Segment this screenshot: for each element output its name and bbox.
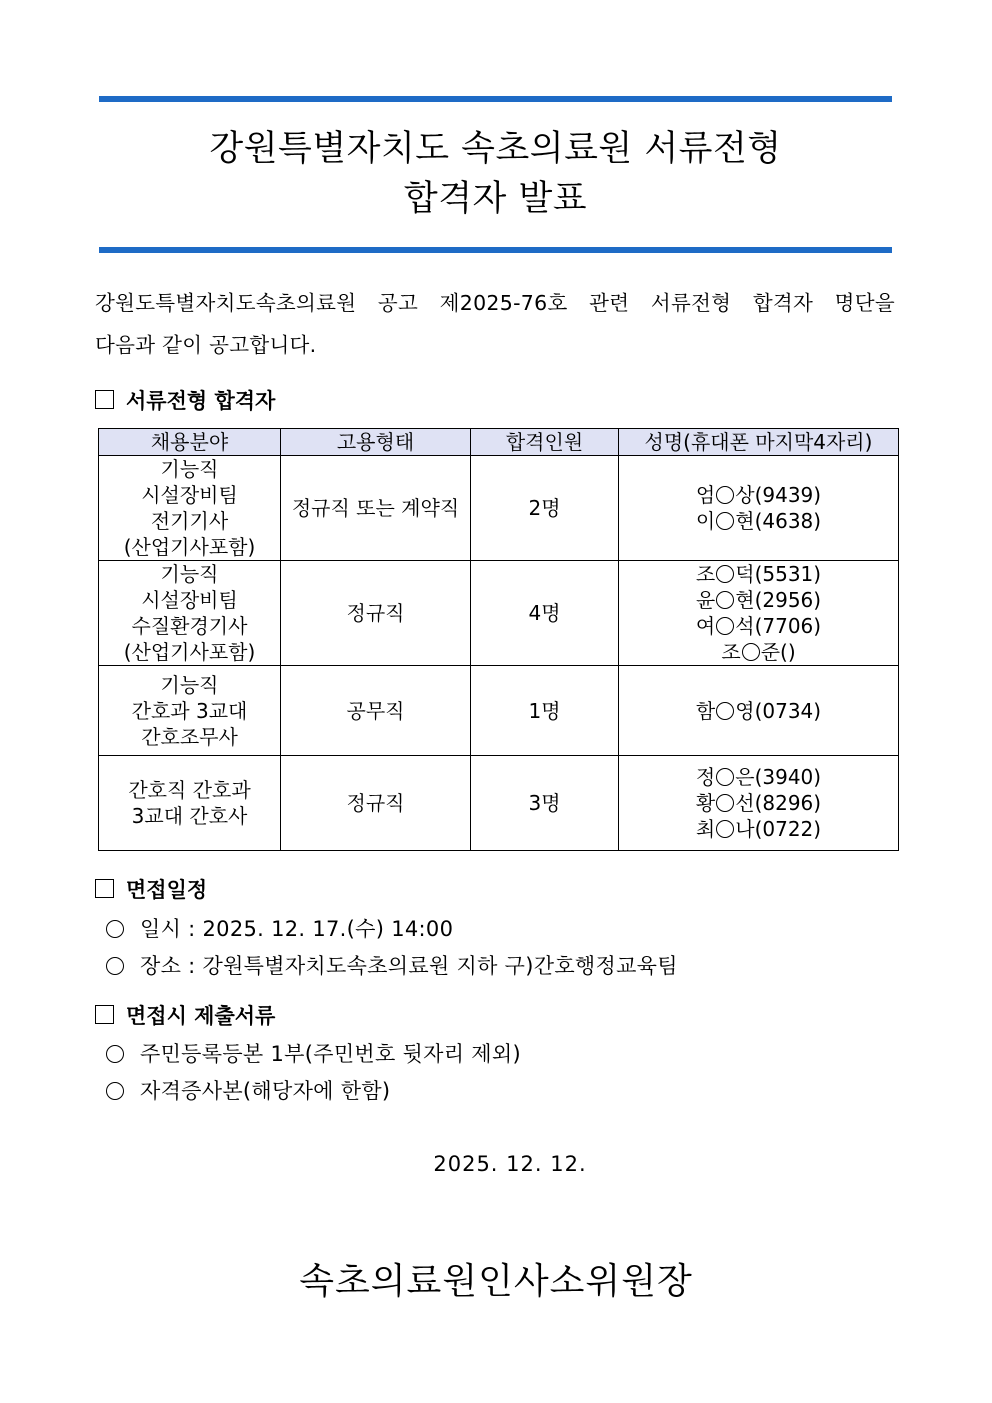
cell-field: 기능직 시설장비팀 수질환경기사 (산업기사포함) bbox=[99, 561, 281, 666]
signer-title: 속초의료원인사소위원장 bbox=[299, 1261, 693, 1302]
name-family: 엄 bbox=[695, 483, 716, 507]
document-text: 자격증사본(해당자에 한함) bbox=[140, 1079, 391, 1103]
bullet-circle-icon bbox=[106, 957, 124, 975]
table-row bbox=[99, 456, 899, 561]
table-row bbox=[99, 666, 899, 756]
intro-word: 제2025-76호 bbox=[439, 291, 568, 315]
announcement-date: 2025. 12. 12. bbox=[433, 1152, 587, 1176]
masked-char-circle-icon bbox=[716, 591, 734, 609]
intro-word: 강원도특별자치도속초의료원 bbox=[95, 291, 357, 315]
interview-datetime-item bbox=[106, 913, 453, 943]
name-family: 황 bbox=[695, 791, 716, 815]
masked-char-circle-icon bbox=[716, 768, 734, 786]
passer-name bbox=[619, 790, 898, 816]
cell-count: 3명 bbox=[471, 756, 619, 851]
passer-name bbox=[619, 587, 898, 613]
interview-location: 장소 : 강원특별자치도속초의료원 지하 구)간호행정교육팀 bbox=[140, 954, 678, 978]
intro-line-1 bbox=[95, 282, 895, 324]
name-given: 은 bbox=[735, 765, 755, 789]
passer-name bbox=[619, 639, 898, 665]
title-bottom-rule bbox=[99, 247, 892, 253]
cell-names bbox=[619, 756, 899, 851]
masked-char-circle-icon bbox=[716, 820, 734, 838]
passer-name bbox=[619, 613, 898, 639]
table-row bbox=[99, 756, 899, 851]
name-given: 준 bbox=[760, 640, 781, 664]
page-title bbox=[99, 124, 892, 224]
name-given: 현 bbox=[735, 509, 755, 533]
cell-names bbox=[619, 456, 899, 561]
intro-word: 합격자 bbox=[752, 291, 814, 315]
name-phone-digits: (7706) bbox=[754, 614, 822, 638]
name-family: 이 bbox=[695, 509, 716, 533]
document-text: 주민등록등본 1부(주민번호 뒷자리 제외) bbox=[140, 1042, 521, 1066]
intro-word: 서류전형 bbox=[650, 291, 732, 315]
table-header-row bbox=[99, 429, 899, 456]
interview-datetime: 일시 : 2025. 12. 17.(수) 14:00 bbox=[140, 917, 454, 941]
column-header-names: 성명(휴대폰 마지막4자리) bbox=[619, 429, 899, 456]
cell-field: 기능직 시설장비팀 전기기사 (산업기사포함) bbox=[99, 456, 281, 561]
masked-char-circle-icon bbox=[716, 512, 734, 530]
masked-char-circle-icon bbox=[716, 565, 734, 583]
intro-line-2: 다음과 같이 공고합니다. bbox=[95, 333, 317, 357]
section-passers-heading bbox=[95, 385, 275, 415]
name-phone-digits: (9439) bbox=[754, 483, 822, 507]
masked-char-circle-icon bbox=[716, 702, 734, 720]
name-phone-digits: (5531) bbox=[754, 562, 822, 586]
passer-name bbox=[619, 698, 898, 724]
cell-type: 정규직 bbox=[281, 561, 471, 666]
masked-char-circle-icon bbox=[716, 486, 734, 504]
name-given: 석 bbox=[735, 614, 755, 638]
cell-field: 기능직 간호과 3교대 간호조무사 bbox=[99, 666, 281, 756]
checkbox-square-icon bbox=[95, 1005, 114, 1024]
name-phone-digits: (2956) bbox=[754, 588, 822, 612]
masked-char-circle-icon bbox=[716, 794, 734, 812]
name-family: 함 bbox=[695, 698, 716, 723]
name-family: 정 bbox=[695, 765, 716, 789]
passer-name bbox=[619, 816, 898, 842]
cell-type: 정규직 또는 계약직 bbox=[281, 456, 471, 561]
cell-count: 1명 bbox=[471, 666, 619, 756]
name-phone-digits: (4638) bbox=[754, 509, 822, 533]
passer-name bbox=[619, 482, 898, 508]
checkbox-square-icon bbox=[95, 390, 114, 409]
interview-location-item bbox=[106, 950, 678, 980]
name-given: 덕 bbox=[735, 562, 755, 586]
name-family: 조 bbox=[695, 562, 716, 586]
cell-names bbox=[619, 561, 899, 666]
name-phone-digits: (3940) bbox=[754, 765, 822, 789]
name-family: 조 bbox=[721, 640, 741, 664]
document-item bbox=[106, 1038, 521, 1068]
masked-char-circle-icon bbox=[742, 643, 760, 661]
name-given: 현 bbox=[735, 588, 755, 612]
name-phone-digits: (0734) bbox=[754, 698, 822, 723]
column-header-type: 고용형태 bbox=[281, 429, 471, 456]
table-row bbox=[99, 561, 899, 666]
title-top-rule bbox=[99, 96, 892, 102]
title-line-2: 합격자 발표 bbox=[403, 179, 588, 219]
bullet-circle-icon bbox=[106, 920, 124, 938]
name-phone-digits: () bbox=[780, 640, 796, 664]
bullet-circle-icon bbox=[106, 1082, 124, 1100]
section-documents-label: 면접시 제출서류 bbox=[126, 1004, 276, 1028]
column-header-field: 채용분야 bbox=[99, 429, 281, 456]
masked-char-circle-icon bbox=[716, 617, 734, 635]
section-passers-label: 서류전형 합격자 bbox=[126, 389, 276, 413]
bullet-circle-icon bbox=[106, 1045, 124, 1063]
name-given: 상 bbox=[735, 483, 755, 507]
intro-word: 명단을 bbox=[834, 291, 895, 315]
name-family: 최 bbox=[695, 817, 716, 841]
passer-name bbox=[619, 508, 898, 534]
cell-count: 4명 bbox=[471, 561, 619, 666]
section-interview-label: 면접일정 bbox=[126, 878, 208, 902]
intro-paragraph bbox=[95, 282, 895, 366]
name-given: 영 bbox=[735, 698, 755, 723]
name-given: 나 bbox=[735, 817, 755, 841]
cell-names bbox=[619, 666, 899, 756]
checkbox-square-icon bbox=[95, 879, 114, 898]
name-family: 윤 bbox=[695, 588, 716, 612]
name-family: 여 bbox=[695, 614, 716, 638]
passers-table bbox=[98, 428, 899, 851]
column-header-count: 합격인원 bbox=[471, 429, 619, 456]
cell-count: 2명 bbox=[471, 456, 619, 561]
intro-word: 공고 bbox=[377, 291, 419, 315]
cell-type: 공무직 bbox=[281, 666, 471, 756]
passer-name bbox=[619, 561, 898, 587]
cell-type: 정규직 bbox=[281, 756, 471, 851]
passer-name bbox=[619, 764, 898, 790]
intro-word: 관련 bbox=[589, 291, 630, 315]
cell-field: 간호직 간호과 3교대 간호사 bbox=[99, 756, 281, 851]
document-item bbox=[106, 1075, 390, 1105]
name-given: 선 bbox=[735, 791, 755, 815]
title-line-1: 강원특별자치도 속초의료원 서류전형 bbox=[209, 129, 782, 169]
name-phone-digits: (0722) bbox=[754, 817, 822, 841]
section-documents-heading bbox=[95, 1000, 275, 1030]
section-interview-heading bbox=[95, 874, 207, 904]
name-phone-digits: (8296) bbox=[754, 791, 822, 815]
